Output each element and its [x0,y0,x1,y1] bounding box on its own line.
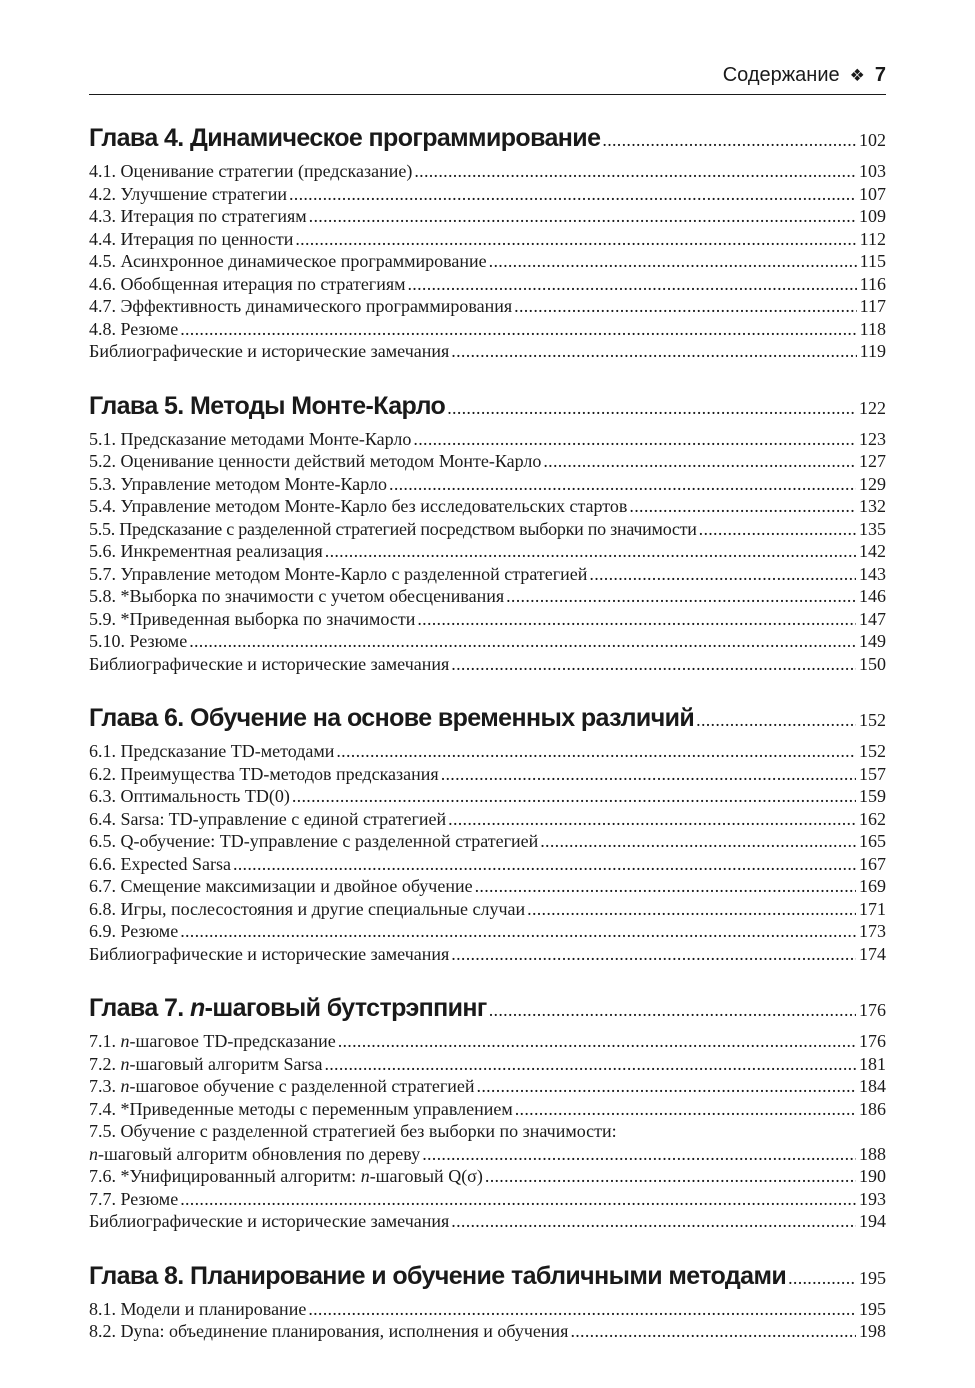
entry-page: 194 [859,1211,886,1231]
chapter-page: 176 [859,1000,886,1020]
entry-title [89,1030,336,1053]
entry-page: 132 [859,496,886,516]
toc-entry[interactable] [89,1320,886,1343]
entry-italic-n: n [89,1143,98,1164]
entry-title-continued [89,1143,420,1166]
entry-prefix: 7.1. [89,1031,121,1051]
entry-title: 4.4. Итерация по ценности [89,228,294,249]
entry-page: 117 [859,296,886,316]
entry-page: 195 [859,1298,886,1319]
dot-leader [292,785,856,808]
dot-leader [629,495,856,518]
entry-title [89,1075,475,1098]
entry-title: 4.1. Оценивание стратегии (предсказание) [89,161,413,181]
chapter-4 [89,116,886,363]
table-of-contents [89,116,886,1364]
entry-title: Библиографические и исторические замечания [89,943,450,964]
toc-entry[interactable] [89,943,886,966]
dot-leader [602,118,856,162]
dot-leader [540,830,856,853]
dot-leader [336,740,856,763]
toc-entry[interactable] [89,785,886,808]
dot-leader [180,318,856,341]
chapter-page: 102 [859,130,886,150]
entry-title [89,1053,322,1076]
toc-entry[interactable] [89,1075,886,1098]
entry-page: 159 [859,786,886,806]
entry-title: 6.3. Оптимальность TD(0) [89,786,290,806]
toc-entry[interactable] [89,808,886,831]
entry-title: 4.2. Улучшение стратегии [89,183,287,204]
dot-leader [338,1030,856,1053]
entry-title: 5.7. Управление методом Монте-Карло с разделенной стратегией [89,563,588,584]
entry-title: 5.3. Управление методом Монте-Карло [89,473,388,494]
entry-page: 123 [859,428,886,449]
dot-leader [475,875,856,898]
entry-suffix: -шаговый алгоритм обновления по дереву [98,1143,421,1164]
toc-entry[interactable] [89,1165,886,1188]
chapter-5 [89,384,886,676]
toc-entry[interactable] [89,763,886,786]
entry-title: 5.2. Оценивание ценности действий методом Монте-Карло [89,451,542,471]
entry-page: 169 [859,876,886,896]
chapter-page: 195 [859,1267,886,1288]
toc-entry[interactable] [89,1098,886,1121]
entry-title: 6.1. Предсказание TD-методами [89,741,335,761]
title-prefix: Глава 7. [89,994,190,1022]
dot-leader [233,853,856,876]
entry-page: 142 [859,541,886,561]
dot-leader [489,250,857,273]
toc-entry[interactable] [89,563,886,586]
toc-entry[interactable] [89,450,886,473]
chapter-page: 122 [859,397,886,418]
chapter-8 [89,1254,886,1343]
dot-leader [451,943,856,966]
entry-page: 118 [859,318,886,339]
toc-entry[interactable] [89,1298,886,1321]
entry-page: 162 [859,808,886,829]
entry-title: 5.8. *Выборка по значимости с учетом обесценивания [89,586,505,606]
toc-entry[interactable] [89,853,886,876]
dot-leader [788,1256,856,1300]
entry-page: 147 [859,608,886,629]
entry-suffix: -шаговый Q(σ) [369,1166,483,1186]
entry-title [89,1165,483,1188]
entry-page: 152 [859,741,886,761]
chapter-title: Глава 8. Планирование и обучение табличными методами [89,1261,787,1290]
entry-page: 176 [859,1031,886,1051]
chapter-heading[interactable] [89,696,886,740]
dot-leader [414,160,856,183]
dot-leader [485,1165,856,1188]
entry-suffix: -шаговое обучение с разделенной стратегией [129,1076,475,1096]
dot-leader [309,205,856,228]
entry-page: 109 [859,206,886,226]
chapter-page: 152 [859,710,886,730]
dot-leader [295,228,856,251]
dot-leader [180,920,856,943]
page-number: 7 [874,64,886,86]
chapter-heading[interactable] [89,1254,886,1298]
entry-title: 4.5. Асинхронное динамическое программирование [89,251,487,271]
dot-leader [308,1298,856,1321]
entry-page: 167 [859,853,886,874]
entry-page: 107 [859,183,886,204]
chapter-title: Глава 6. Обучение на основе временных различий [89,704,695,732]
chapter-title [89,986,487,1030]
entry-page: 116 [859,273,886,294]
entry-title: 6.2. Преимущества TD-методов предсказания [89,763,439,784]
dot-leader [527,898,856,921]
entry-page: 143 [859,563,886,584]
entry-title: 4.8. Резюме [89,318,179,339]
entry-title: Библиографические и исторические замечания [89,653,450,674]
toc-entry[interactable] [89,920,886,943]
dot-leader [451,653,856,676]
dot-leader [515,1098,856,1121]
toc-entry[interactable] [89,295,886,318]
entry-page: 193 [859,1188,886,1209]
entry-page: 115 [859,251,886,271]
entry-title: 6.5. Q-обучение: TD-управление с разделенной стратегией [89,831,539,851]
dot-leader [448,808,856,831]
dot-leader [506,585,856,608]
entry-page: 157 [859,763,886,784]
dot-leader [417,608,856,631]
toc-entry[interactable] [89,585,886,608]
toc-entry[interactable] [89,495,886,518]
running-head [723,64,886,87]
dot-leader [324,1053,856,1076]
toc-entry[interactable] [89,318,886,341]
entry-title: 6.9. Резюме [89,921,179,941]
toc-entry[interactable] [89,160,886,183]
entry-page: 198 [859,1321,886,1341]
chapter-heading[interactable] [89,116,886,160]
toc-entry-line2[interactable] [89,1143,886,1166]
chapter-title: Глава 5. Методы Монте-Карло [89,391,446,420]
toc-entry[interactable] [89,518,886,541]
entry-page: 119 [859,341,886,361]
dot-leader [451,1210,856,1233]
dot-leader [441,763,856,786]
toc-entry[interactable] [89,653,886,676]
entry-title: 4.6. Обобщенная итерация по стратегиям [89,273,406,294]
toc-entry[interactable] [89,273,886,296]
title-suffix: -шаговый бутстрэппинг [204,994,487,1022]
entry-page: 184 [859,1076,886,1096]
entry-title: 4.7. Эффективность динамического программирования [89,296,513,316]
toc-entry[interactable] [89,608,886,631]
dot-leader [180,1188,856,1211]
chapter-heading[interactable] [89,986,886,1030]
toc-entry[interactable] [89,830,886,853]
toc-entry[interactable] [89,630,886,653]
entry-title: 5.4. Управление методом Монте-Карло без исследовательских стартов [89,496,628,516]
entry-title: 5.10. Резюме [89,631,188,651]
toc-entry[interactable] [89,340,886,363]
dot-leader [447,386,856,430]
entry-title: 5.1. Предсказание методами Монте-Карло [89,428,412,449]
dot-leader [514,295,857,318]
entry-title: 6.6. Expected Sarsa [89,853,231,874]
entry-title: 5.9. *Приведенная выборка по значимости [89,608,416,629]
entry-page: 181 [859,1053,886,1074]
entry-title: 5.6. Инкрементная реализация [89,541,323,561]
dot-leader [489,988,856,1032]
entry-page: 190 [859,1166,886,1186]
ornament-icon: ❖ [849,66,865,85]
toc-entry[interactable] [89,1030,886,1053]
toc-entry[interactable] [89,250,886,273]
toc-entry[interactable] [89,183,886,206]
toc-entry[interactable] [89,205,886,228]
toc-entry[interactable] [89,740,886,763]
entry-title: 6.8. Игры, послесостояния и другие специальные случаи [89,898,526,919]
chapter-title: Глава 4. Динамическое программирование [89,124,601,152]
entry-page: 135 [859,518,886,539]
entry-page: 112 [859,228,886,249]
entry-title: 8.2. Dyna: объединение планирования, исполнения и обучения [89,1321,569,1341]
dot-leader [696,698,856,742]
title-italic-n: n [190,994,205,1022]
entry-title: 7.5. Обучение с разделенной стратегией без выборки по значимости: [89,1121,617,1141]
entry-prefix: 7.2. [89,1053,121,1074]
dot-leader [570,1320,856,1343]
toc-entry[interactable] [89,473,886,496]
dot-leader [289,183,856,206]
running-head-title: Содержание [722,64,840,86]
entry-page: 186 [859,1098,886,1119]
entry-page: 146 [859,586,886,606]
chapter-heading[interactable] [89,384,886,428]
toc-entry-line1[interactable] [89,1120,886,1143]
toc-entry[interactable] [89,228,886,251]
toc-entry[interactable] [89,1188,886,1211]
entry-title: 6.7. Смещение максимизации и двойное обучение [89,876,473,896]
entry-page: 129 [859,473,886,494]
entry-italic-n: n [120,1031,130,1051]
entry-title: Библиографические и исторические замечания [89,341,450,361]
entry-page: 150 [859,653,886,674]
entry-page: 149 [859,631,886,651]
entry-title: 8.1. Модели и планирование [89,1298,307,1319]
entry-title: 4.3. Итерация по стратегиям [89,206,307,226]
entry-suffix: -шаговое TD-предсказание [129,1031,336,1051]
entry-italic-n: n [360,1166,370,1186]
dot-leader [189,630,856,653]
entry-title: Библиографические и исторические замечания [89,1211,450,1231]
dot-leader [389,473,856,496]
entry-page: 188 [859,1143,886,1164]
entry-page: 127 [859,451,886,471]
dot-leader [477,1075,856,1098]
toc-entry[interactable] [89,875,886,898]
entry-title: 7.7. Резюме [89,1188,179,1209]
entry-page: 165 [859,831,886,851]
entry-page: 171 [859,898,886,919]
entry-suffix: -шаговый алгоритм Sarsa [129,1053,323,1074]
entry-italic-n: n [120,1053,130,1074]
dot-leader [699,518,856,541]
entry-prefix: 7.3. [89,1076,121,1096]
chapter-6 [89,696,886,965]
header-rule [89,94,886,95]
dot-leader [543,450,856,473]
chapter-7 [89,986,886,1233]
entry-title: 7.4. *Приведенные методы с переменным управлением [89,1098,513,1119]
toc-entry[interactable] [89,898,886,921]
toc-entry[interactable] [89,428,886,451]
entry-italic-n: n [120,1076,130,1096]
dot-leader [413,428,856,451]
entry-page: 103 [859,161,886,181]
dot-leader [451,340,856,363]
dot-leader [589,563,856,586]
toc-entry[interactable] [89,540,886,563]
toc-entry[interactable] [89,1210,886,1233]
entry-title: 6.4. Sarsa: TD-управление с единой стратегией [89,808,447,829]
dot-leader [422,1143,856,1166]
dot-leader [408,273,857,296]
entry-page: 173 [859,921,886,941]
entry-page: 174 [859,943,886,964]
toc-entry[interactable] [89,1053,886,1076]
dot-leader [325,540,856,563]
entry-prefix: 7.6. *Унифицированный алгоритм: [89,1166,361,1186]
entry-title: 5.5. Предсказание с разделенной стратегией посредством выборки по значимости [89,518,697,539]
